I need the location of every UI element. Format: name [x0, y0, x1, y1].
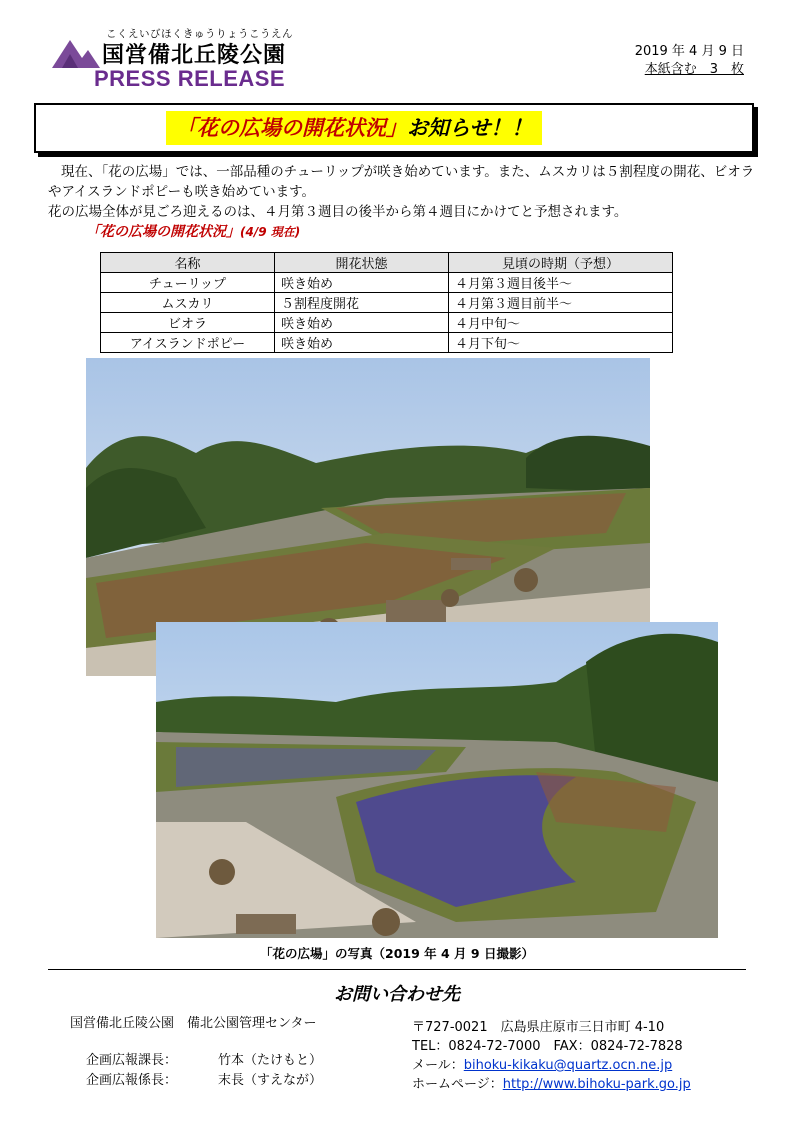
body-text	[48, 162, 758, 222]
table-cell: ４月中旬～	[449, 313, 673, 333]
table-row	[101, 273, 673, 293]
table-cell: 咲き始め	[275, 273, 449, 293]
web-label: ホームページ：	[412, 1077, 503, 1092]
table-header: 名称	[101, 253, 275, 273]
contact-heading: お問い合わせ先	[334, 984, 460, 1005]
table-cell: ４月下旬～	[449, 333, 673, 353]
table-header: 見頃の時期（予想）	[449, 253, 673, 273]
flower-field-photo-2	[156, 622, 718, 938]
table-row	[101, 293, 673, 313]
body-line-1: 現在、「花の広場」では、一部品種のチューリップが咲き始めています。また、ムスカリは５割程度の開花、ビオラやアイスランドポピーも咲き始めています。	[48, 164, 755, 200]
page-title-suffix: お知らせ！！	[407, 116, 533, 140]
table-header: 開花状態	[275, 253, 449, 273]
table-cell: 咲き始め	[275, 313, 449, 333]
contact-mail	[412, 1054, 672, 1073]
title-box	[34, 103, 754, 153]
staff-name: 竹本（たけもと）	[218, 1053, 323, 1068]
table-cell: アイスランドポピー	[101, 333, 275, 353]
logo-ruby: こくえいびほくきゅうりょうこうえん	[106, 28, 293, 40]
photo-caption: 「花の広場」の写真（2019 年 4 月 9 日撮影）	[260, 946, 534, 961]
subheading-main: 「花の広場の開花状況」	[86, 224, 240, 240]
table-cell: チューリップ	[101, 273, 275, 293]
table-cell: ４月第３週目後半～	[449, 273, 673, 293]
table-row	[101, 333, 673, 353]
table-row	[101, 313, 673, 333]
table-cell: ムスカリ	[101, 293, 275, 313]
bloom-status-table	[100, 252, 673, 353]
divider	[48, 969, 746, 970]
staff-role: 企画広報係長：	[86, 1073, 178, 1088]
page-title-main: 「花の広場の開花状況」	[176, 116, 407, 140]
table-header-row	[101, 253, 673, 273]
contact-web	[412, 1073, 691, 1092]
status-subheading	[86, 221, 300, 241]
release-date: 2019 年 4 月 9 日	[634, 44, 744, 59]
page-title	[166, 111, 542, 145]
table-cell: ビオラ	[101, 313, 275, 333]
table-cell: ５割程度開花	[275, 293, 449, 313]
page-count: 本紙含む 3 枚	[644, 62, 744, 77]
org-logo-name: 国営備北丘陵公園	[102, 43, 287, 68]
body-line-2: 花の広場全体が見ごろ迎えるのは、４月第３週目の後半から第４週目にかけてと予想されます。	[48, 204, 628, 220]
table-cell: ４月第３週目前半～	[449, 293, 673, 313]
table-cell: 咲き始め	[275, 333, 449, 353]
staff-name: 末長（すえなが）	[218, 1073, 323, 1088]
mail-link[interactable]: bihoku-kikaku@quartz.ocn.ne.jp	[463, 1058, 673, 1073]
press-release-label: PRESS RELEASE	[94, 66, 286, 91]
mountain-logo-icon	[52, 34, 100, 68]
website-link[interactable]: http://www.bihoku-park.go.jp	[502, 1077, 691, 1092]
mail-label: メール：	[412, 1058, 464, 1073]
subheading-note: (4/9 現在)	[240, 225, 301, 239]
staff-entry	[86, 1069, 322, 1088]
staff-role: 企画広報課長：	[86, 1053, 178, 1068]
contact-address: 〒727-0021 広島県庄原市三日市町 4-10	[412, 1020, 665, 1035]
contact-tel-fax: TEL：0824-72-7000 FAX：0824-72-7828	[412, 1039, 683, 1054]
contact-org: 国営備北丘陵公園 備北公園管理センター	[70, 1016, 317, 1031]
staff-entry	[86, 1049, 322, 1068]
